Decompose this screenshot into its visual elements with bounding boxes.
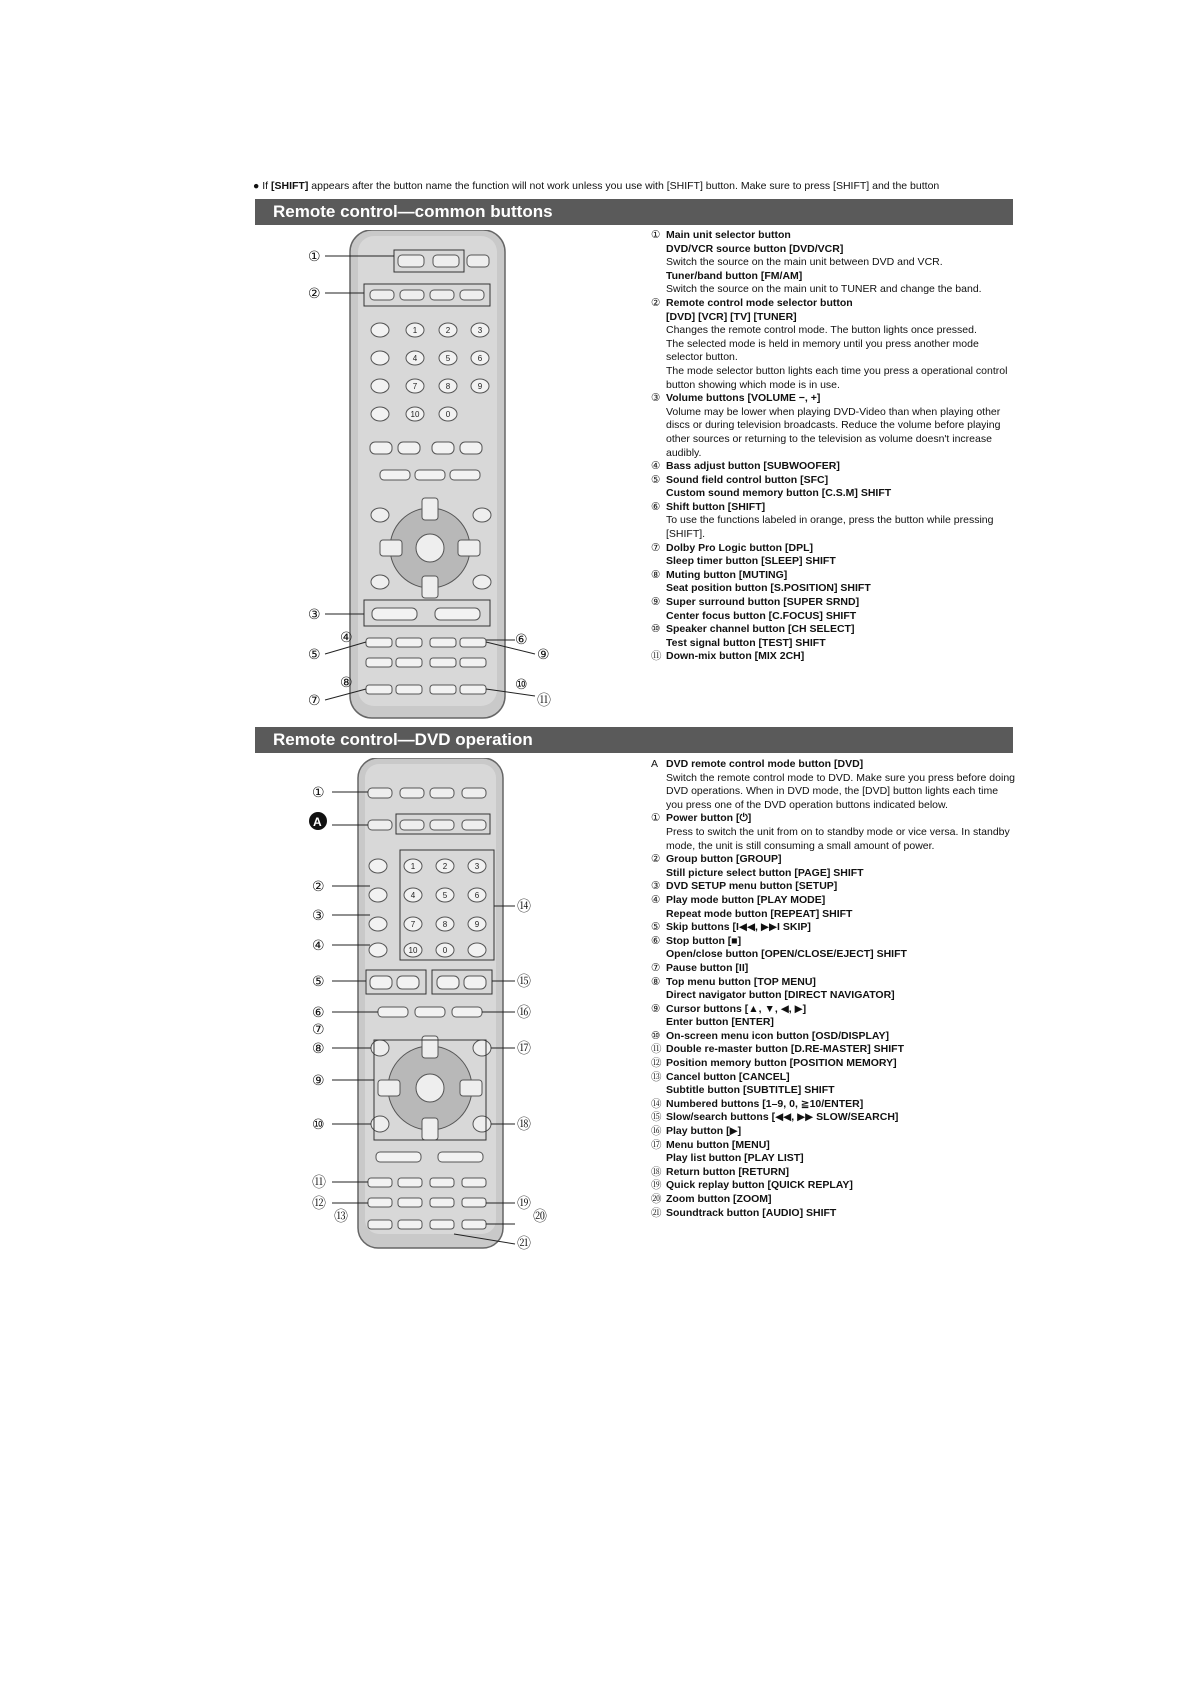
item-number: ⑮: [651, 1111, 662, 1124]
button-name: Soundtrack button [AUDIO] SHIFT: [666, 1206, 837, 1219]
item-number: ①: [651, 229, 661, 241]
item-number: ⑬: [651, 1070, 662, 1083]
description-item: [651, 1193, 1016, 1207]
item-number: ⑧: [651, 975, 661, 988]
dvd-callout-3: ③: [312, 907, 325, 923]
item-number: ⑲: [651, 1179, 662, 1192]
item-number: ④: [651, 893, 661, 906]
button-name: Stop button [■]: [666, 934, 742, 947]
svg-text:4: 4: [412, 354, 418, 363]
note-text: appears after the button name the function will not work unless you use with [SHIFT] button. Make sure to press [SHIFT] and the button: [308, 180, 940, 192]
dvd-callout-7: ⑦: [312, 1021, 325, 1037]
svg-text:6: 6: [474, 891, 480, 900]
description-line: [651, 1207, 1016, 1221]
dvd-callout-14: ⑭: [517, 898, 531, 914]
dvd-operation-descriptions: [651, 758, 1016, 1220]
description-line: [651, 297, 1016, 311]
button-description: Switch the source on the main unit between DVD and VCR.: [666, 256, 943, 269]
description-line: [651, 392, 1016, 406]
description-line: [651, 1125, 1016, 1139]
description-line: [651, 758, 1016, 772]
button-name: Down-mix button [MIX 2CH]: [666, 650, 805, 663]
button-name: Muting button [MUTING]: [666, 568, 788, 581]
description-line: [651, 989, 1016, 1003]
item-number: ⑰: [651, 1138, 662, 1151]
description-line: [651, 582, 1016, 596]
description-line: [651, 514, 1016, 541]
description-line: [651, 880, 1016, 894]
description-line: [651, 1057, 1016, 1071]
description-line: [651, 1179, 1016, 1193]
description-line: [651, 1043, 1016, 1057]
description-line: [651, 243, 1016, 257]
description-line: [651, 1030, 1016, 1044]
dvd-callout-19: ⑲: [517, 1195, 531, 1211]
button-name: Dolby Pro Logic button [DPL]: [666, 541, 813, 554]
description-line: [651, 555, 1016, 569]
description-item: [651, 976, 1016, 1003]
button-name: Direct navigator button [DIRECT NAVIGATOR]: [666, 989, 895, 1002]
button-description: Switch the remote control mode to DVD. Make sure you press before doing DVD operations. When in DVD mode, the [DVD] button lights each time you press one of the DVD operation buttons indicated below.: [666, 771, 1016, 811]
description-line: [651, 569, 1016, 583]
item-number: ⑦: [651, 541, 661, 554]
description-line: [651, 324, 1016, 338]
callout-11: ⑪: [537, 692, 551, 708]
button-name: Enter button [ENTER]: [666, 1016, 774, 1029]
button-name: Open/close button [OPEN/CLOSE/EJECT] SHIFT: [666, 948, 907, 961]
description-line: [651, 921, 1016, 935]
dvd-callout-9: ⑨: [312, 1072, 325, 1088]
dvd-callout-8: ⑧: [312, 1040, 325, 1056]
button-description: To use the functions labeled in orange, press the button while pressing [SHIFT].: [666, 514, 994, 541]
svg-text:10: 10: [410, 410, 420, 419]
dvd-callout-21: ㉑: [517, 1235, 531, 1250]
description-item: [651, 1098, 1016, 1112]
item-number: ⑭: [651, 1097, 662, 1110]
item-number: ㉑: [651, 1206, 662, 1219]
dvd-callout-13: ⑬: [334, 1208, 348, 1224]
description-line: [651, 256, 1016, 270]
description-item: [651, 1030, 1016, 1044]
button-name: Numbered buttons [1–9, 0, ≧10/ENTER]: [666, 1097, 864, 1110]
remote-illustration-dvd: [300, 758, 560, 1250]
callout-3: ③: [308, 606, 321, 622]
dvd-callout-6: ⑥: [312, 1004, 325, 1020]
description-line: [651, 623, 1016, 637]
description-item: [651, 1111, 1016, 1125]
item-number: ⑦: [651, 961, 661, 974]
button-name: Top menu button [TOP MENU]: [666, 975, 816, 988]
description-line: [651, 596, 1016, 610]
dvd-callout-4: ④: [312, 937, 325, 953]
button-name: Group button [GROUP]: [666, 853, 782, 866]
item-number: ②: [651, 296, 661, 309]
svg-text:2: 2: [445, 326, 451, 335]
description-item: [651, 596, 1016, 623]
item-number: ⑥: [651, 500, 661, 513]
svg-text:7: 7: [412, 382, 418, 391]
button-name: Zoom button [ZOOM]: [666, 1193, 772, 1205]
svg-text:6: 6: [477, 354, 483, 363]
description-line: [651, 501, 1016, 515]
button-name: Repeat mode button [REPEAT] SHIFT: [666, 907, 853, 920]
description-item: [651, 1003, 1016, 1030]
description-item: [651, 1139, 1016, 1166]
button-name: Skip buttons [I◀◀, ▶▶I SKIP]: [666, 921, 811, 934]
button-name: Volume buttons [VOLUME −, +]: [666, 392, 821, 405]
description-item: [651, 229, 1016, 297]
common-buttons-descriptions: [651, 229, 1016, 664]
description-item: [651, 1207, 1016, 1221]
item-number: ⑳: [651, 1193, 662, 1205]
description-item: [651, 921, 1016, 935]
marker-a: A: [313, 815, 322, 829]
description-item: [651, 297, 1016, 392]
callout-7: ⑦: [308, 692, 321, 708]
item-number: ⑩: [651, 1029, 661, 1042]
button-name: Position memory button [POSITION MEMORY]: [666, 1057, 897, 1070]
description-item: [651, 962, 1016, 976]
button-name: Play list button [PLAY LIST]: [666, 1152, 804, 1165]
item-number: ⑤: [651, 473, 661, 486]
description-line: [651, 948, 1016, 962]
description-item: [651, 894, 1016, 921]
item-number: ⑨: [651, 1002, 661, 1015]
dvd-callout-17: ⑰: [517, 1040, 531, 1056]
callout-2: ②: [308, 285, 321, 301]
item-number: ①: [651, 812, 661, 825]
callout-10: ⑩: [515, 676, 528, 692]
dvd-callout-12: ⑫: [312, 1195, 326, 1211]
description-line: [651, 229, 1016, 243]
svg-text:8: 8: [442, 920, 448, 929]
button-name: Return button [RETURN]: [666, 1165, 790, 1178]
svg-text:10: 10: [408, 946, 418, 955]
dvd-callout-20: ⑳: [533, 1208, 547, 1224]
button-name: Sound field control button [SFC]: [666, 473, 829, 486]
remote-illustration-common: [300, 230, 560, 720]
description-line: [651, 637, 1016, 651]
button-name: Quick replay button [QUICK REPLAY]: [666, 1179, 853, 1192]
description-line: [651, 406, 1016, 460]
item-number: ⑥: [651, 934, 661, 947]
description-item: [651, 880, 1016, 894]
description-line: [651, 976, 1016, 990]
description-line: [651, 962, 1016, 976]
description-line: [651, 1003, 1016, 1017]
svg-text:0: 0: [442, 946, 448, 955]
description-line: [651, 311, 1016, 325]
button-name: DVD remote control mode button [DVD]: [666, 758, 864, 770]
callout-6: ⑥: [515, 631, 528, 647]
section-header-dvd-operation: Remote control—DVD operation: [255, 727, 1013, 753]
note-shift-label: [SHIFT]: [271, 180, 309, 192]
callout-4: ④: [340, 629, 353, 645]
description-line: [651, 935, 1016, 949]
item-number: ⑱: [651, 1165, 662, 1178]
description-line: [651, 826, 1016, 853]
description-line: [651, 1098, 1016, 1112]
description-line: [651, 474, 1016, 488]
button-name: Seat position button [S.POSITION] SHIFT: [666, 582, 871, 595]
callout-9: ⑨: [537, 646, 550, 662]
dvd-callout-11: ⑪: [312, 1174, 326, 1190]
svg-text:7: 7: [410, 920, 416, 929]
button-name: Sleep timer button [SLEEP] SHIFT: [666, 555, 836, 568]
svg-text:1: 1: [410, 862, 416, 871]
description-line: [651, 867, 1016, 881]
description-line: [651, 1166, 1016, 1180]
description-line: [651, 812, 1016, 826]
description-item: [651, 1166, 1016, 1180]
button-name: On-screen menu icon button [OSD/DISPLAY]: [666, 1029, 890, 1042]
description-item: [651, 542, 1016, 569]
description-line: [651, 283, 1016, 297]
dvd-callout-5: ⑤: [312, 973, 325, 989]
dvd-callout-15: ⑮: [517, 973, 531, 989]
description-line: [651, 853, 1016, 867]
description-line: [651, 270, 1016, 284]
callout-8: ⑧: [340, 674, 353, 690]
svg-text:3: 3: [474, 862, 480, 871]
item-number: ⑧: [651, 568, 661, 581]
button-name: Power button [⏻]: [666, 812, 752, 825]
description-line: [651, 365, 1016, 392]
button-name: Play mode button [PLAY MODE]: [666, 893, 826, 906]
button-name: Center focus button [C.FOCUS] SHIFT: [666, 609, 857, 622]
description-item: [651, 569, 1016, 596]
button-name: Shift button [SHIFT]: [666, 500, 766, 513]
description-item: [651, 501, 1016, 542]
description-line: [651, 908, 1016, 922]
description-item: [651, 1125, 1016, 1139]
description-item: [651, 392, 1016, 460]
svg-text:5: 5: [445, 354, 451, 363]
button-description: Volume may be lower when playing DVD-Video than when playing other discs or during television broadcasts. Reduce the volume before playing other sources or returning to the television as volume doesn't increase audibly.: [666, 405, 1001, 459]
description-line: [651, 338, 1016, 365]
description-item: [651, 623, 1016, 650]
button-name: Custom sound memory button [C.S.M] SHIFT: [666, 487, 892, 500]
svg-text:8: 8: [445, 382, 451, 391]
svg-text:1: 1: [412, 326, 418, 335]
svg-text:0: 0: [445, 410, 451, 419]
button-name: Tuner/band button [FM/AM]: [666, 269, 803, 282]
item-number: ②: [651, 853, 661, 866]
description-item: [651, 460, 1016, 474]
svg-text:3: 3: [477, 326, 483, 335]
button-description: The selected mode is held in memory until you press another mode selector button.: [666, 337, 979, 364]
description-item: [651, 935, 1016, 962]
item-number: ③: [651, 392, 661, 405]
dvd-callout-2: ②: [312, 878, 325, 894]
item-number: A: [651, 758, 659, 770]
description-line: [651, 894, 1016, 908]
item-number: ④: [651, 460, 661, 473]
description-line: [651, 542, 1016, 556]
note-prefix: ● If: [253, 180, 269, 192]
description-item: [651, 1057, 1016, 1071]
button-description: Switch the source on the main unit to TUNER and change the band.: [666, 283, 982, 296]
description-item: [651, 812, 1016, 853]
description-line: [651, 1016, 1016, 1030]
svg-text:9: 9: [477, 382, 483, 391]
description-line: [651, 772, 1016, 813]
description-line: [651, 1152, 1016, 1166]
description-line: [651, 1139, 1016, 1153]
callout-5: ⑤: [308, 646, 321, 662]
button-name: Pause button [II]: [666, 961, 749, 974]
dvd-callout-10: ⑩: [312, 1116, 325, 1132]
button-name: Bass adjust button [SUBWOOFER]: [666, 460, 840, 473]
button-name: DVD SETUP menu button [SETUP]: [666, 880, 838, 893]
description-line: [651, 1071, 1016, 1085]
description-item: [651, 1179, 1016, 1193]
description-line: [651, 487, 1016, 501]
dvd-callout-18: ⑱: [517, 1116, 531, 1132]
description-line: [651, 610, 1016, 624]
button-name: Cancel button [CANCEL]: [666, 1070, 790, 1083]
description-item: [651, 650, 1016, 664]
button-name: Remote control mode selector button: [666, 296, 853, 309]
button-description: Changes the remote control mode. The button lights once pressed.: [666, 324, 977, 337]
dvd-callout-16: ⑯: [517, 1004, 531, 1020]
button-name: Subtitle button [SUBTITLE] SHIFT: [666, 1084, 835, 1097]
button-name: Slow/search buttons [◀◀, ▶▶ SLOW/SEARCH]: [666, 1111, 899, 1124]
item-number: ⑪: [651, 1043, 662, 1056]
button-name: Play button [▶]: [666, 1125, 742, 1138]
item-number: ⑪: [651, 650, 662, 663]
button-name: Menu button [MENU]: [666, 1138, 770, 1151]
description-item: [651, 853, 1016, 880]
item-number: ⑫: [651, 1057, 662, 1070]
shift-usage-note: [253, 180, 1013, 192]
button-name: Double re-master button [D.RE-MASTER] SHIFT: [666, 1043, 904, 1056]
button-name: Cursor buttons [▲, ▼, ◀, ▶]: [666, 1002, 807, 1015]
button-name: DVD/VCR source button [DVD/VCR]: [666, 242, 844, 255]
item-number: ③: [651, 880, 661, 893]
button-name: Super surround button [SUPER SRND]: [666, 596, 860, 609]
svg-text:2: 2: [442, 862, 448, 871]
section-header-common-buttons: Remote control—common buttons: [255, 199, 1013, 225]
description-line: [651, 460, 1016, 474]
description-line: [651, 1111, 1016, 1125]
description-item: [651, 474, 1016, 501]
item-number: ⑯: [651, 1125, 662, 1138]
button-name: Speaker channel button [CH SELECT]: [666, 623, 855, 636]
callout-1: ①: [308, 248, 321, 264]
button-name: Still picture select button [PAGE] SHIFT: [666, 866, 864, 879]
svg-text:4: 4: [410, 891, 416, 900]
svg-text:9: 9: [474, 920, 480, 929]
item-number: ⑨: [651, 596, 661, 609]
description-item: [651, 1071, 1016, 1098]
button-name: Test signal button [TEST] SHIFT: [666, 636, 826, 649]
button-name: Main unit selector button: [666, 229, 791, 241]
description-item: [651, 1043, 1016, 1057]
dvd-callout-1: ①: [312, 784, 325, 800]
description-line: [651, 1084, 1016, 1098]
svg-text:5: 5: [442, 891, 448, 900]
item-number: ⑤: [651, 921, 661, 934]
button-name: [DVD] [VCR] [TV] [TUNER]: [666, 310, 797, 323]
item-number: ⑩: [651, 623, 661, 636]
description-line: [651, 1193, 1016, 1207]
description-item: [651, 758, 1016, 812]
button-description: The mode selector button lights each time you press a operational control button showing which mode is in use.: [666, 364, 1008, 391]
button-description: Press to switch the unit from on to standby mode or vice versa. In standby mode, the unit is still consuming a small amount of power.: [666, 825, 1010, 852]
description-line: [651, 650, 1016, 664]
